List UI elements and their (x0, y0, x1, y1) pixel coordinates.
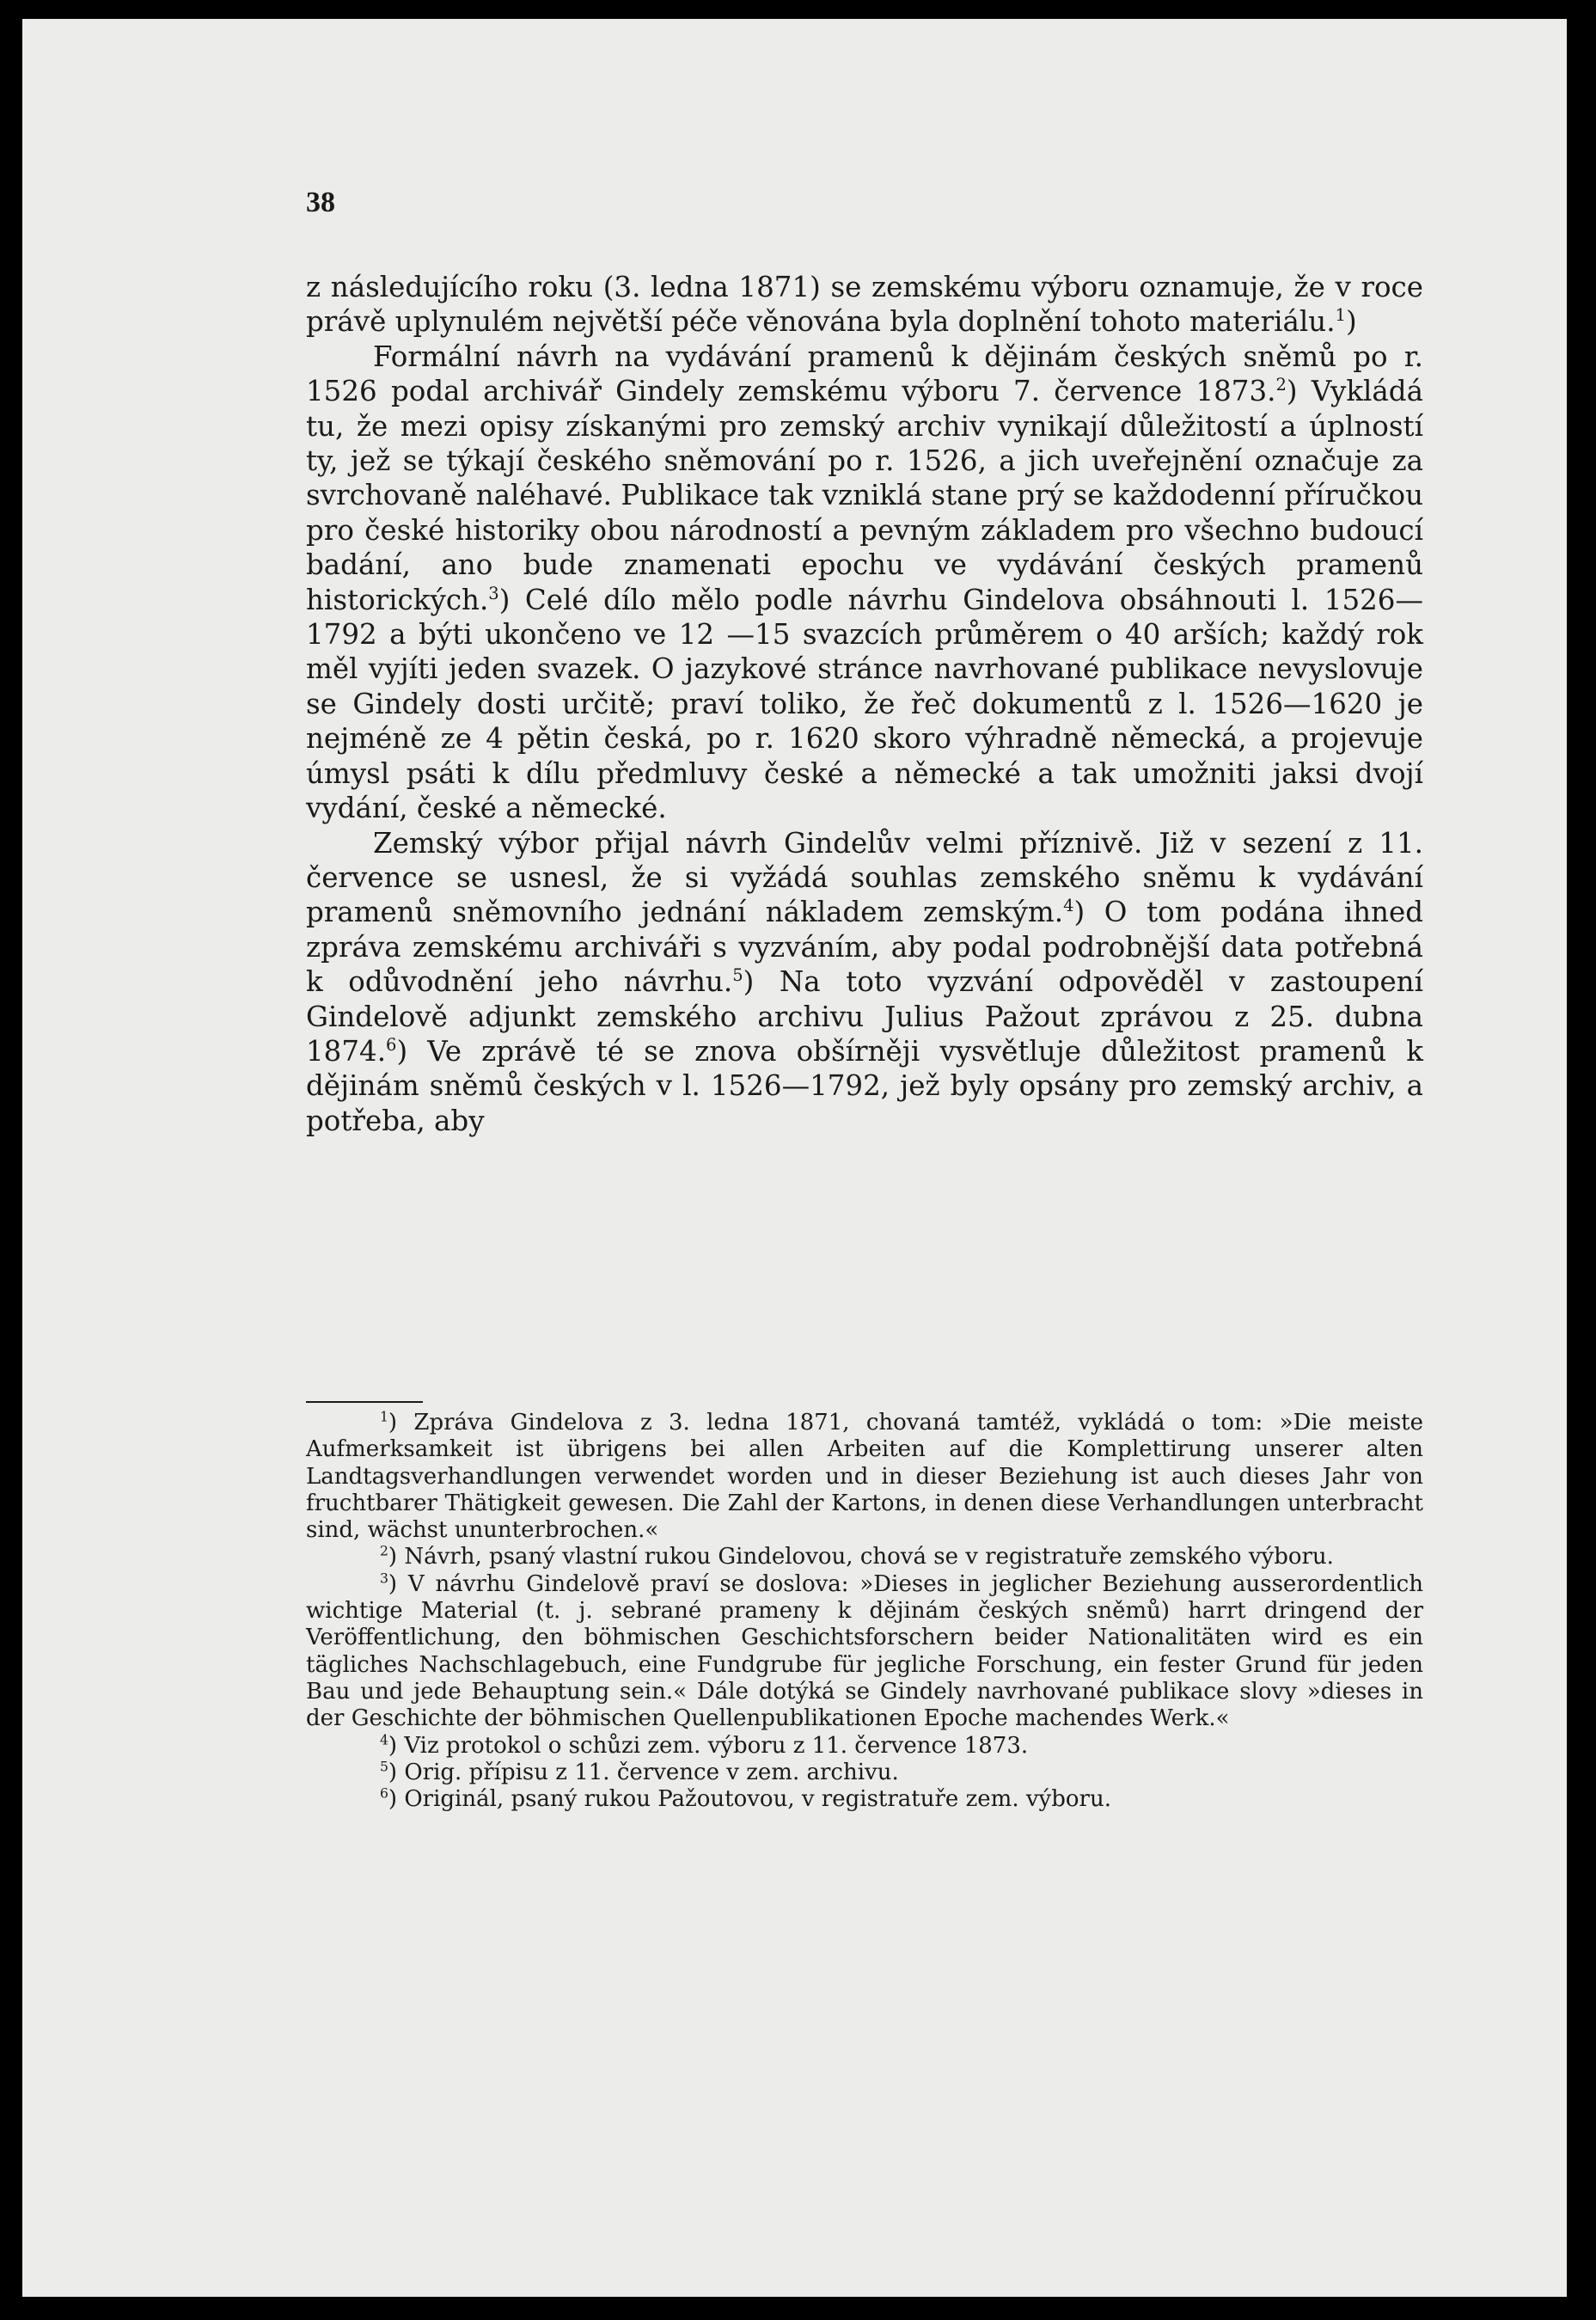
footnote (306, 1760, 1423, 1786)
footnote-marker: 5 (380, 1759, 388, 1775)
paragraph (306, 270, 1423, 340)
footnote-marker: 6 (386, 1035, 397, 1056)
text-run: ) (1345, 305, 1357, 339)
text-run: ) Na toto vyzvání odpověděl v zastoupení Gindelově adjunkt zemského archivu Julius Pažout zprávou z 25. dubna 1874. (306, 965, 1423, 1068)
scanned-page (22, 19, 1567, 2297)
footnote-marker: 5 (732, 965, 743, 986)
footnote-separator (306, 1401, 423, 1403)
footnote-marker: 6 (380, 1785, 388, 1802)
footnote-marker: 4 (1063, 896, 1074, 916)
text-run: ) Orig. přípisu z 11. července v zem. archivu. (388, 1759, 899, 1785)
text-run: Zemský výbor přijal návrh Gindelův velmi příznivě. Již v sezení z 11. července se usnesl, že si vyžádá souhlas zemského sněmu k vydávání pramenů sněmovního jednání nákladem zemským. (306, 826, 1423, 929)
main-text (306, 270, 1423, 1138)
text-run: ) Viz protokol o schůzi zem. výboru z 11. července 1873. (388, 1732, 1029, 1759)
footnotes (306, 1410, 1423, 1813)
text-run: ) Vykládá tu, že mezi opisy získanými pro zemský archiv vynikají důležitostí a úplností ty, jež se týkají českého sněmování po r. 1526, a jich uveřejnění označuje za svrchovaně naléhavé. Publikace tak vzniklá stane prý se každodenní příručkou pro české historiky obou národností a pevným základem pro všechno budoucí badání, ano bude znamenati epochu ve vydávání českých pramenů historických. (306, 375, 1423, 616)
text-run: ) Celé dílo mělo podle návrhu Gindelova obsáhnouti l. 1526—1792 a býti ukončeno ve 12 —15 svazcích průměrem o 40 arších; každý rok měl vyjíti jeden svazek. O jazykové stránce navrhované publikace nevyslovuje se Gindely dosti určitě; praví toliko, že řeč dokumentů z l. 1526—1620 je nejméně ze 4 pětin česká, po r. 1620 skoro výhradně německá, a projevuje úmysl psáti k dílu předmluvy české a německé a tak umožniti jaksi dvojí vydání, české a německé. (306, 583, 1423, 825)
text-run: ) Originál, psaný rukou Pažoutovou, v registratuře zem. výboru. (388, 1786, 1111, 1813)
footnote-marker: 3 (380, 1570, 388, 1587)
footnote-marker: 1 (1335, 305, 1346, 326)
text-run: z následujícího roku (3. ledna 1871) se zemskému výboru oznamuje, že v roce právě uplynulém největší péče věnována byla doplnění tohoto materiálu. (306, 271, 1423, 339)
text-run: ) Ve zprávě té se znova obšírněji vysvětluje důležitost pramenů k dějinám sněmů českých v l. 1526—1792, jež byly opsány pro zemský archiv, a potřeba, aby (306, 1034, 1423, 1137)
footnote (306, 1786, 1423, 1813)
text-run: ) O tom podána ihned zpráva zemskému archiváři s vyzváním, aby podal podrobnější data potřebná k odůvodnění jeho návrhu. (306, 896, 1423, 999)
footnote-marker: 1 (380, 1409, 388, 1425)
page-number: 38 (306, 187, 335, 218)
footnote (306, 1733, 1423, 1760)
footnote-marker: 4 (380, 1731, 388, 1748)
text-run: ) Návrh, psaný vlastní rukou Gindelovou, chová se v registratuře zemského výboru. (388, 1544, 1334, 1570)
paragraph (306, 340, 1423, 826)
paragraph (306, 826, 1423, 1139)
footnote-marker: 2 (380, 1543, 388, 1559)
footnote (306, 1410, 1423, 1544)
footnote (306, 1571, 1423, 1733)
text-run: ) Zpráva Gindelova z 3. ledna 1871, chovaná tamtéž, vykládá o tom: »Die meiste Aufmerksamkeit ist übrigens bei allen Arbeiten auf die Komplettirung unserer alten Landtagsverhandlungen verwendet worden und in dieser Beziehung ist auch dieses Jahr von fruchtbarer Thätigkeit gewesen. Die Zahl der Kartons, in denen diese Verhandlungen unterbracht sind, wächst ununterbrochen.« (306, 1410, 1423, 1544)
footnote (306, 1544, 1423, 1570)
text-run: ) V návrhu Gindelově praví se doslova: »Dieses in jeglicher Beziehung ausserordentlich wichtige Material (t. j. sebrané prameny k dějinám českých sněmů) harrt dringend der Veröffentlichung, den böhmischen Geschichtsforschern beider Nationalitäten wird es ein tägliches Nachschlagebuch, eine Fundgrube für jegliche Forschung, ein fester Grund für jeden Bau und jede Behauptung sein.« Dále dotýká se Gindely navrhované publikace slovy »dieses in der Geschichte der böhmischen Quellenpublikationen Epoche machendes Werk.« (306, 1570, 1423, 1732)
footnote-marker: 2 (1275, 375, 1287, 395)
footnote-marker: 3 (488, 583, 499, 603)
text-run: Formální návrh na vydávání pramenů k dějinám českých sněmů po r. 1526 podal archivář Gindely zemskému výboru 7. července 1873. (306, 340, 1423, 408)
